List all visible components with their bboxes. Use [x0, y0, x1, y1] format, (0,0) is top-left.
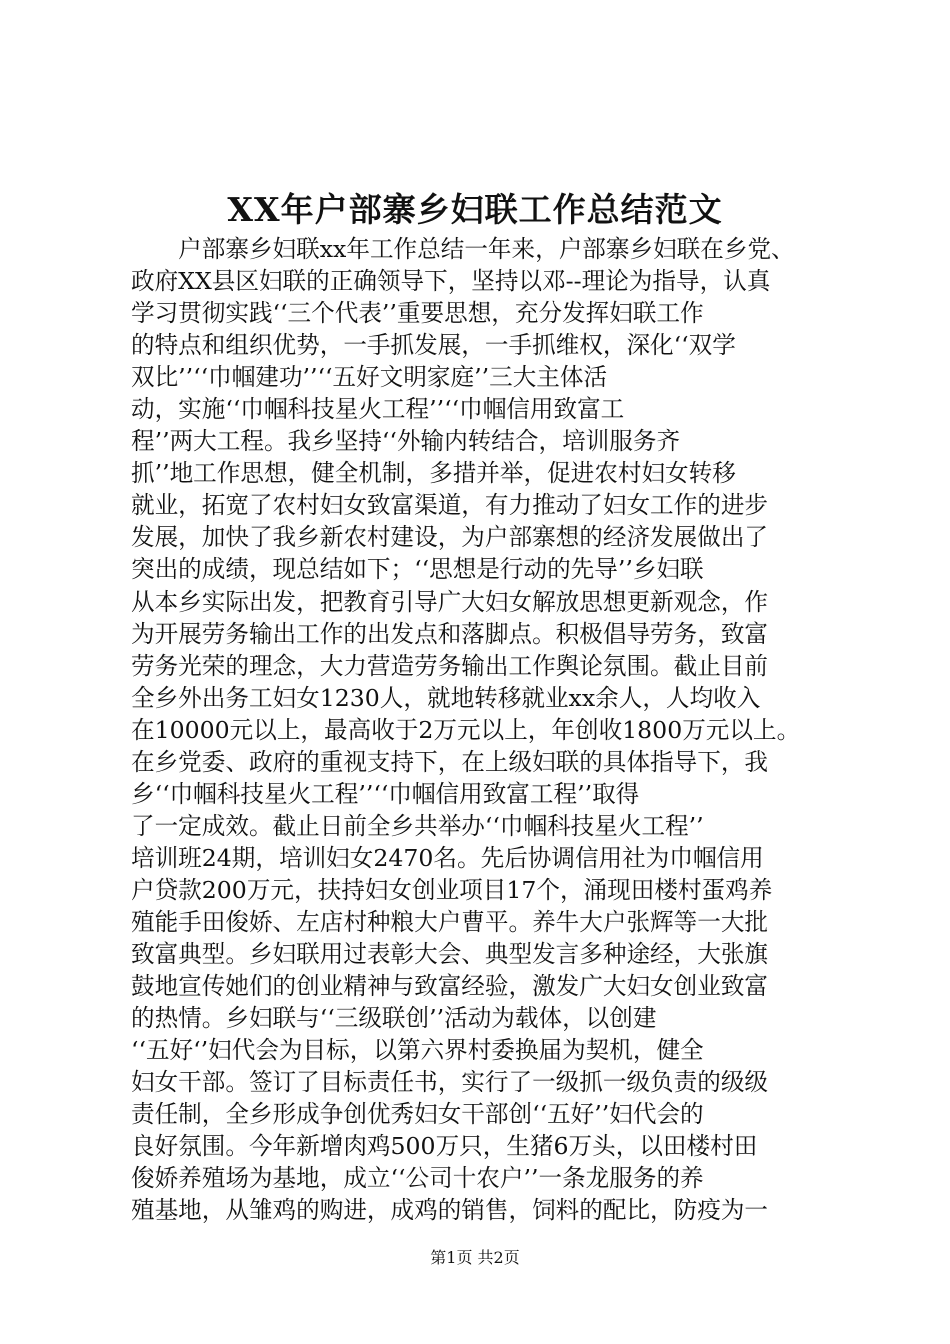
body-line: 户部寨乡妇联xx年工作总结一年来，户部寨乡妇联在乡党、 [131, 235, 795, 263]
body-line: 鼓地宣传她们的创业精神与致富经验，激发广大妇女创业致富 [131, 972, 769, 1001]
body-line: 殖基地，从雏鸡的购进，成鸡的销售，饲料的配比，防疫为一 [131, 1196, 769, 1225]
body-line: 突出的成绩，现总结如下；‘‘思想是行动的先导’’乡妇联 [131, 555, 704, 584]
body-line: 培训班24期，培训妇女2470名。先后协调信用社为巾帼信用 [131, 843, 764, 872]
document-title: XX年户部寨乡妇联工作总结范文 [227, 190, 723, 229]
body-line: 发展，加快了我乡新农村建设，为户部寨想的经济发展做出了 [131, 523, 769, 552]
body-line: 学习贯彻实践‘‘三个代表’’重要思想，充分发挥妇联工作 [131, 299, 704, 328]
body-line: 户贷款200万元，扶持妇女创业项目17个，涌现田楼村蛋鸡养 [131, 875, 773, 904]
body-line: 从本乡实际出发，把教育引导广大妇女解放思想更新观念，作 [131, 587, 769, 616]
body-line: 劳务光荣的理念，大力营造劳务输出工作舆论氛围。截止目前 [131, 651, 769, 680]
body-line: 致富典型。乡妇联用过表彰大会、典型发言多种途经，大张旗 [131, 940, 769, 969]
body-line: 在乡党委、政府的重视支持下，在上级妇联的具体指导下，我 [131, 747, 769, 776]
body-line: 程’’两大工程。我乡坚持‘‘外输内转结合，培训服务齐 [131, 427, 681, 456]
body-line: 妇女干部。签订了目标责任书，实行了一级抓一级负责的级级 [131, 1068, 769, 1097]
body-line: ‘‘五好‘’妇代会为目标，以第六界村委换届为契机，健全 [131, 1036, 704, 1065]
body-line: 为开展劳务输出工作的出发点和落脚点。积极倡导劳务，致富 [131, 619, 769, 648]
body-line: 双比’’‘‘巾帼建功’’‘‘五好文明家庭’’三大主体活 [131, 363, 608, 392]
body-line: 动，实施‘‘巾帼科技星火工程’’‘‘巾帼信用致富工 [131, 395, 625, 424]
body-line: 政府XX县区妇联的正确领导下，坚持以邓--理论为指导，认真 [131, 267, 771, 296]
body-line: 的特点和组织优势，一手抓发展，一手抓维权，深化‘‘双学 [131, 331, 736, 360]
body-line: 抓’’地工作思想，健全机制，多措并举，促进农村妇女转移 [131, 459, 736, 488]
body-line: 的热情。乡妇联与‘‘三级联创’’活动为载体，以创建 [131, 1004, 657, 1033]
body-line: 良好氛围。今年新增肉鸡500万只，生猪6万头，以田楼村田 [131, 1132, 758, 1161]
document-body [131, 233, 825, 1226]
body-line: 就业，拓宽了农村妇女致富渠道，有力推动了妇女工作的进步 [131, 491, 769, 520]
page-footer: 第1页 共2页 [430, 1248, 520, 1267]
body-line: 乡‘‘巾帼科技星火工程’’‘‘巾帼信用致富工程’’取得 [131, 779, 640, 808]
body-line: 责任制，全乡形成争创优秀妇女干部创‘‘五好’’妇代会的 [131, 1100, 704, 1129]
body-line: 殖能手田俊娇、左店村种粮大户曹平。养牛大户张辉等一大批 [131, 907, 769, 936]
body-line: 在10000元以上，最高收于2万元以上，年创收1800万元以上。 [131, 715, 801, 744]
body-line: 全乡外出务工妇女1230人，就地转移就业xx余人，人均收入 [131, 683, 761, 712]
body-line: 了一定成效。截止日前全乡共举办‘‘巾帼科技星火工程’’ [131, 811, 704, 840]
body-line: 俊娇养殖场为基地，成立‘‘公司十农户’’一条龙服务的养 [131, 1164, 704, 1193]
